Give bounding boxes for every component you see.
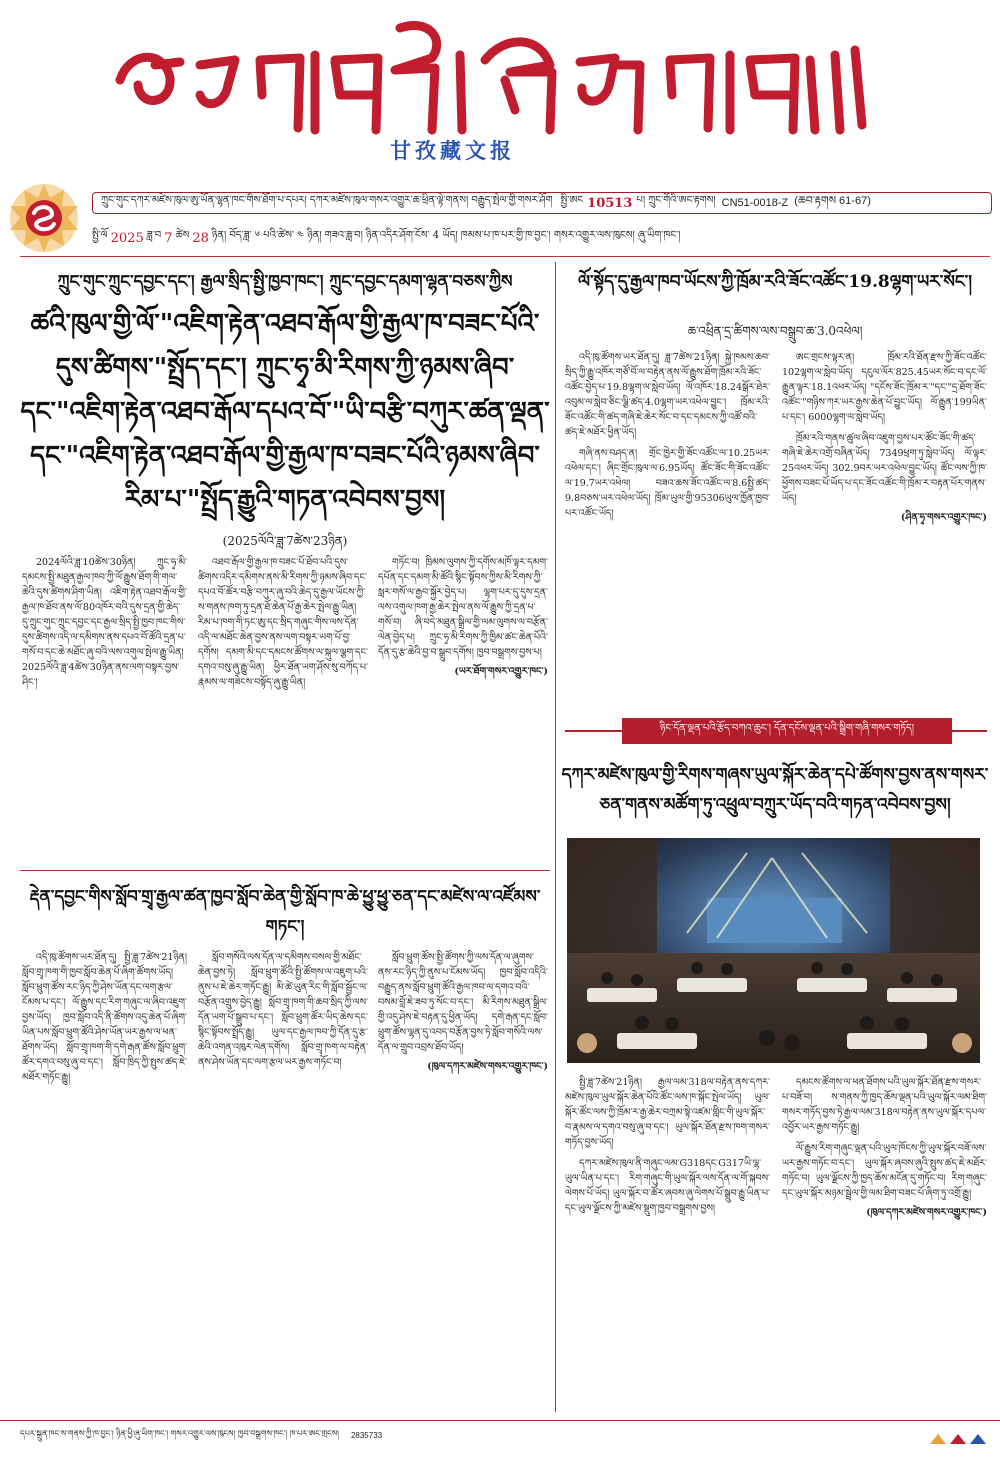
tourism-byline: (ཁུལ་དཀར་མཛེས་གསར་འགྱུར་ཁང་) [866, 1207, 987, 1218]
issue-number: 10513 [587, 195, 633, 211]
tourism-paragraph: དམངས་ཚོགས་ལ་ཕན་ཐོགས་པའི་ཡུལ་སྐོར་ཐོན་རྫས་གསར་པ་བཟོ་བ། ས་གནས་ཀྱི་ཁྱད་ཆོས་ལྡན་པའི་ཡུལ་སྐོར་ལམ་ཐིག་གསར་གཏོད་བྱས་ཏེ་རྒྱལ་ལམ་318ལ་བརྟེན་ནས་ཡུལ་སྐོར་དཔལ་འབྱོར་ཡར་རྒྱས་གཏོང་རྒྱུ། [782, 1077, 987, 1133]
newspaper-logo-icon [6, 180, 82, 256]
day-label: ཚེས [175, 230, 190, 241]
tourism-paragraph: ལོ་རྒྱུས་རིག་གཞུང་ལྡན་པའི་ཡུལ་ཁོངས་ཀྱི་ཡུལ་སྐོར་བཟོ་ལས་ཡར་རྒྱས་གཏོང་བ་དང་། ཡུལ་སྐོར་ཞབས་ཞུའི་སྤུས་ཚད་ཇེ་མཐོར་གཏོང་བ། ཡུལ་ལྗོངས་ཀྱི་ཁྱད་ཆོས་མངོན་དུ་གཏོང་བ། རིག་གཞུང་དང་ཡུལ་སྐོར་མཉམ་སྦྲེལ་གྱི་ལམ་ཐིག་བཟང་པོ་ཞིག་ཏུ་འགྲོ་རྒྱུ། [782, 1143, 987, 1199]
tourism-paragraph: དཀར་མཛེས་ཁུལ་ནི་གཞུང་ལམ་G318དང་G317ཡི་ལྷ་ཡུལ་ཡིན་པ་དང་། རིག་གཞུང་གི་ཡུལ་སྐོར་ལས་དོན་ལ་གོ་སྐབས་ལེགས་པོ་ཡོད། ཡུལ་སྐོར་བ་ཚོར་ཞབས་ཞུ་ལེགས་པོ་སྒྲུབ་རྒྱུ་ཡིན་པ་དང་ཡུལ་ལྗོངས་ཀྱི་མཛེས་སྡུག་ཁྱབ་བསྒྲགས་བྱས། [565, 1158, 770, 1214]
issue-info-bar [92, 192, 992, 214]
lead-column-1 [22, 555, 187, 860]
retail-column-2 [782, 350, 987, 710]
lead-date: (2025ལོའི་ཟླ་7ཚེས་23ཉིན) [222, 534, 348, 548]
publisher-text: ཀྲུང་གུང་དཀར་མཛེས་ཁུལ་ཨུ་ཡོན་ལྷན་ཁང་གིས་ཐོག་པ་དཔར། དཀར་མཛེས་ཁུལ་གསར་འགྱུར་ཆ་ཕྲིན་ལྟེ་གནས། བརྒྱུད་སྤེལ་གྱི་གསར་ཤོག [101, 195, 553, 206]
retail-byline: (ཤིན་ཧྭ་གསར་འགྱུར་ཁང་) [900, 512, 987, 523]
masthead-title-calligraphy [110, 10, 880, 150]
retail-subheadline: ཆ་འཕྲིན་དྲ་ཚིགས་ལས་བསྒྲུབ་ཆ་3.0འཕེལ། [687, 324, 863, 338]
tourism-column-1 [565, 1075, 770, 1410]
school-paragraph: སློབ་གསོའི་ལས་དོན་ལ་དམིགས་བསལ་གྱི་མཐོང་ཆེན་བྱས་ཏེ། སློབ་ཕྲུག་ཚོའི་སྤྱི་ཚོགས་ལ་འཇུག་པའི་ནུས་པ་ཇེ་ཆེར་གཏོང་རྒྱུ། མི་ཚེ་ཡུན་རིང་གི་སློབ་སྦྱོང་ལ་བརྩོན་འགྲུས་བྱེད་རྒྱུ། སློབ་གྲྭ་ཁག་གི་ཆབ་སྲིད་ཀྱི་ལས་དོན་ཡག་པོ་སྒྲུབ་པ་དང་། སློབ་ཕྲུག་ཚོར་ཡིད་ཆེས་དང་སྙིང་སྟོབས་སྤྲོད་རྒྱུ། ཡུལ་དང་རྒྱལ་ཁབ་ཀྱི་དོན་དུ་རྩ་ཆེའི་འགན་འཁུར་ལེན་དགོས། སློབ་གྲྭ་ཁག་ལ་བརྟེན་ནས་ཤེས་ཡོན་དང་ལག་རྩལ་ཡར་རྒྱས་གཏོང་བ། [198, 952, 368, 1068]
school-paragraph: འདི་ཁུ་ཚོགས་ཡར་ཐོན་དུ། སྤྱི་ཟླ་7ཚེས་21ཉིན། སློབ་གྲྭ་ཁག་གི་ཁྱབ་སློབ་ཆེན་པོ་ཞིག་ཚོགས་ཡོད། སློབ་ཕྲུག་ཚོས་རང་ཉིད་ཀྱི་ཤེས་ཡོན་དང་ལག་རྩལ་ངོམས་པ་དང་། ལོ་རྒྱུས་དང་རིག་གཞུང་ལ་ཞིབ་འཇུག་བྱས་ཡོད། ཁྱབ་སློབ་འདི་ནི་ཚོགས་འདུ་ཆེན་པོ་ཞིག་ཡིན་པས་སློབ་ཕྲུག་ཚོའི་ཤེས་ཡོན་ཡར་རྒྱས་ལ་ཕན་ཐོགས་ཡོད། སློབ་གྲྭ་ཁག་གི་དགེ་རྒན་ཚོས་སློབ་ཕྲུག་ཚོར་དགའ་བསུ་ཞུ་བ་དང་། སློབ་ཁྲིད་ཀྱི་སྤུས་ཚད་ཇེ་མཐོར་གཏོང་རྒྱུ། [22, 952, 187, 1083]
retail-column-1 [565, 350, 770, 710]
masthead-subtitle: 甘孜藏文报 [390, 139, 515, 163]
year-value: 2025 [110, 230, 144, 246]
issue-suffix: པ། ཀྲུང་གོའི་ཨང་རྟགས། [636, 195, 716, 206]
year-label: སྤྱི་ལོ [92, 230, 108, 241]
masthead [0, 0, 1000, 185]
school-column-3 [378, 950, 548, 1410]
day-value: 28 [192, 230, 209, 246]
column-divider [555, 262, 556, 1412]
tourism-column-2 [782, 1075, 987, 1410]
tourism-paragraph: སྤྱི་ཟླ་7ཚེས་21ཉིན། རྒྱལ་ལམ་318ལ་བརྟེན་ནས་དཀར་མཛེས་ཁུལ་ཡུལ་སྐོར་ཆེན་པོའི་ཚོང་ལས་ཁ་སྐོང་སྤེལ་ཡོད། ཡུལ་སྐོར་ཚོང་ལས་ཀྱི་ཁྲོམ་ར་རྒྱ་ཆེར་བཀྲམ་སྟེ་འཛམ་གླིང་གི་ཡུལ་སྐོར་བ་རྣམས་ལ་དགའ་བསུ་ཞུ་བ་དང་། ཡུལ་སྐོར་ཐོན་རྫས་ཁག་གསར་གཏོད་བྱས་ཡོད། [565, 1077, 770, 1148]
school-headline: རྡེན་དབྱང་གིས་སློབ་གྲྭ་རྒྱལ་ཚན་ཁྱབ་སློབ་ཆེན་གྱི་སློབ་ཁ་ཆེ་ཕྱུ་ཕྱུ་ཅན་དང་མཛེས་ལ་འཛོམས་གཏང་། [29, 887, 541, 937]
header-divider [20, 256, 990, 257]
postal-code: (ཆབ་རྟགས 61-67) [794, 194, 871, 207]
lead-paragraph: གཏོང་བ། ཁྲིམས་ལུགས་ཀྱི་དགོས་མཁོ་ལྟར་དམག་དཔོན་དང་དམག་མི་ཚོའི་སྙིང་སྟོབས་ཀྱིས་མི་རིགས་ཀྱི་སླར་གསོ་ལ་རྒྱབ་སྐྱོར་བྱེད་པ། ལྷག་པར་དུ་དུས་དྲན་ལས་འགུལ་ཁག་རྒྱ་ཆེར་སྤེལ་ནས་ལོ་རྒྱུས་ཀྱི་དྲན་པ་གསོ་བ། ཞི་བདེ་མཐུན་སྒྲིལ་གྱི་ལམ་ལུགས་ལ་བརྩོན་ལེན་བྱེད་པ། ཀྲུང་ཧྭ་མི་རིགས་ཀྱི་ཁྱིམ་ཚང་ཆེན་པོའི་དོན་དུ་རྩ་ཆེའི་བྱ་བ་སྒྲུབ་དགོས། ཁྱབ་བསྒྲགས་བྱས་པ། [378, 557, 548, 658]
lead-kicker: ཀྲུང་གུང་ཀྲུང་དབྱང་དང་། རྒྱལ་སྲིད་སྤྱི་ཁྱབ་ཁང་། ཀྲུང་དབྱང་དམག་ལྷན་བཅས་ཀྱིས [57, 272, 513, 292]
month-value: 7 [164, 230, 173, 246]
school-byline: (ཁུལ་དཀར་མཛེས་གསར་འགྱུར་ཁང་) [427, 1061, 548, 1072]
footer [0, 1420, 1000, 1450]
school-column-2 [198, 950, 368, 1410]
banner-line-right [952, 730, 987, 732]
lead-paragraph: 2024ལོའི་ཟླ་10ཚེས་30ཉིན། ཀྲུང་ཧྭ་མི་དམངས་སྤྱི་མཐུན་རྒྱལ་ཁབ་ཀྱི་ལོ་རྒྱུས་ཐོག་གི་གལ་ཆེའི་དུས་ཚིགས་ཤིག་ཡིན། འཇིག་རྟེན་འཐབ་རྒོལ་གྱི་རྒྱལ་ཁ་ཐོབ་ནས་ལོ་80འཁོར་བའི་དུས་དྲན་གྱི་ཆེད་དུ་ཀྲུང་གུང་ཀྲུང་དབྱང་དང་རྒྱལ་སྲིད་སྤྱི་ཁྱབ་ཁང་གིས་དུས་ཚིགས་འདི་ལ་དམིགས་ནས་དཔའ་བོ་ཚོའི་དྲན་པ་གསོ་བ་དང་ཆེ་མཐོང་ཞུ་བའི་ལས་འགུལ་སྤེལ་རྒྱུ་ཡིན། 2025ལོའི་ཟླ་4ཚེས་30ཉིན་ནས་ལག་བསྟར་བྱས་ཤིང་། [22, 557, 187, 688]
lead-byline: (ཡར་ཐོག་གསར་འགྱུར་ཁང་) [454, 666, 548, 677]
retail-paragraph: ཨང་གྲངས་ལྟར་ན། ཁྲོམ་རའི་ཐོན་རྫས་ཀྱི་ཟོང་འཚོང་102ལྷག་ལ་སླེབ་ཡོད། དངུལ་ལོར་825.45ཡར་སོང་བ་དང་ལོ་རྒྱུན་ལྟར་18.1འཕར་ཡོད། "དངོས་ཟོང་ཁྲོམ་ར་"དང་"དྲ་ཐོག་ཟོང་འཚོང་"གཉིས་ཀར་ཡར་རྒྱས་ཆེན་པོ་བྱུང་ཡོད། ལོ་རྒྱུན་199ཡིན་པ་དང་། 6000ལྷག་ལ་སླེབ་ཡོད། [782, 352, 987, 423]
lead-headline: ཚའི་ཁུལ་གྱི་ལོ་"འཇིག་རྟེན་འཐབ་རྒོལ་གྱི་རྒྱལ་ཁ་བཟང་པོའི་དུས་ཚིགས་"སྤྲོད་དང་། ཀྲུང་ཧྭ་མི་རིགས་ཀྱི་ཉམས་ཞིབ་དང་"འཇིག་རྟེན་འཐབ་རྒོལ་དཔའ་བོ་"ཡི་བརྩི་བཀུར་ཚན་ལྡན་དང་"འཇིག་རྟེན་འཐབ་རྒོལ་གྱི་རྒྱལ་ཁ་བཟང་པོའི་ཉམས་ཞིབ་རིམ་པ་"སྤྲོད་རྒྱུའི་གཏན་འབེབས་བྱས། [20, 309, 550, 515]
issue-label: སྤྱི་ཨང [560, 195, 584, 206]
tourism-headline: དཀར་མཛེས་ཁུལ་གྱི་རིགས་གཞས་ཡུལ་སྐོར་ཆེན་དཔེ་ཚོགས་བྱས་ནས་གསར་ཅན་གནས་མཚོག་ཏུ་འཕྲུལ་བཀྲུར་ཡོད་བའི་གཏན་འབེབས་བྱས། [561, 765, 989, 815]
conference-photo [567, 838, 980, 1063]
school-column-1 [22, 950, 187, 1410]
date-rest: ཉིན། བོད་ཟླ་ ༦ པའི་ཚེས་ ༤ ཉིན། གཟའ་ཟླ་བ། ཉིན་འདིར་ཤོག་ངོས་ 4 ཡོད། ཁམས་པ་ཁ་པར་གྱི་ཁ་བྱང་། གསར་འགྱུར་ལས་ཁུངས། ཞུ་ཡིག་ཁང་། [211, 230, 681, 241]
cn-code: CN51-0018-Z [721, 197, 789, 209]
retail-paragraph: གཞི་ནས་བཤད་ན། གྲོང་ཁྱེར་གྱི་ཟོང་འཚོང་ལ་10.25ཡར་འཕེལ་དང་། ཞིང་གྲོང་ཁུལ་ལ་6.95ཡོད། ཚོང་ཟོང་གི་ཟོང་འཚོང་ལ་19.7ཡར་འཕེལ། བཟའ་ཆས་ཟོང་འཚོང་ལ་8.6སྤྱི་ཚད་9.8བཅས་ཡར་འཕེལ་ཡོད། ཁྲོམ་ཡུལ་གྱི་95306ཡུལ་ཁྱོན་ཁྱབ་པར་འཚོང་ཡོད། [565, 448, 770, 519]
retail-headline: ལོ་སྟོད་དུ་རྒྱལ་ཁབ་ཡོངས་ཀྱི་ཁྲོམ་རའི་ཟོང་འཚོང་19.8ལྷག་ཡར་སོང་། [577, 272, 973, 292]
month-label: ཟླ་བ [146, 230, 162, 241]
section-banner: ཉིང་དོན་ལྡན་པའི་རྩོད་བཀའ་ཆུང་། དོན་དངོས་ལྡན་པའི་སྒྲིག་གཞི་གསར་གཏོད། [622, 718, 952, 744]
lead-column-3 [378, 555, 548, 860]
banner-line-left [565, 730, 622, 732]
lead-column-2 [198, 555, 368, 860]
footer-phone: 2835733 [350, 1431, 383, 1440]
date-info-bar [92, 226, 992, 250]
footer-text: དཔར་སྐྲུན་ཁང་ས་གནས་ཀྱི་ཁ་བྱང་། ཉིན་ཕྱི་ཞུ་ཡིག་ཁང་། གསར་འགྱུར་ལས་ཁུངས། ཁྱབ་བསྒྲགས་ཁང་། ཁ་པར་ཨང་གྲངས། [20, 1429, 339, 1438]
school-paragraph: སློབ་ཕྲུག་ཚོས་སྤྱི་ཚོགས་ཀྱི་ལས་དོན་ལ་ཞུགས་ནས་རང་ཉིད་ཀྱི་ནུས་པ་ངོམས་ཡོད། ཁྱབ་སློབ་འདིའི་བརྒྱུད་ནས་སློབ་ཕྲུག་ཚོའི་རྒྱལ་ཁབ་ལ་དགའ་བའི་བསམ་བློ་ཇེ་ཟབ་ཏུ་སོང་བ་དང་། མི་རིགས་མཐུན་སྒྲིལ་གྱི་འདུ་ཤེས་ཇེ་བརྟན་དུ་ཕྱིན་ཡོད། དགེ་རྒན་དང་སློབ་ཕྲུག་ཚོས་ལྷན་དུ་འབད་བརྩོན་བྱས་ཏེ་སློབ་གསོའི་ལས་དོན་ལ་གྲུབ་འབྲས་ཐོབ་ཡོད། [378, 952, 548, 1053]
retail-paragraph: ཁྲོམ་རའི་གནས་ཚུལ་ཞིབ་འཇུག་བྱས་པར་ཚོང་ཟོང་གི་ཚད་གཞི་ཇེ་ཆེར་འགྲོ་བཞིན་ཡོད། 7349ཕྲག་ཏུ་སླེབ་ཡོད། ལོ་ལྟར་25འཕར་ཡོད། 302.9བར་ཡར་འཕེལ་བྱུང་ཡོད། ཚོང་ལས་ཀྱི་ཁ་ཕྱོགས་བཟང་པོ་ཡོད་པ་དང་ཟོང་འཚོང་གི་ཁྲོམ་ར་བརྟན་པོར་གནས་ཡོད། [782, 433, 987, 504]
lead-paragraph: འཐབ་རྒོལ་གྱི་རྒྱལ་ཁ་བཟང་པོ་ཐོབ་པའི་དུས་ཚིགས་འདིར་དམིགས་ནས་མི་རིགས་ཀྱི་ཉམས་ཞིབ་དང་དཔའ་བོ་ཚོར་བརྩི་བཀུར་ཞུ་བའི་ཆེད་དུ་རྒྱལ་ཡོངས་ཀྱི་ས་གནས་ཁག་ཏུ་དྲན་ཐོ་ཆེན་པོ་རྒྱ་ཆེར་སྤེལ་རྒྱུ་ཡིན། རིམ་པ་ཁག་གི་ཏང་ཨུ་དང་སྲིད་གཞུང་གིས་ལས་དོན་འདི་ལ་མཐོང་ཆེན་བྱས་ནས་ལག་བསྟར་ཡག་པོ་བྱ་དགོས། དམག་མི་དང་དམངས་ཚོགས་ལ་སྐུལ་ལྕག་དང་དགའ་བསུ་ཞུ་རྒྱུ་ཡིན། ཕྱིར་ཐོན་ཡག་ཤོས་སུ་བཀོད་པ་རྣམས་ལ་གཟེངས་བསྟོད་ཞུ་རྒྱུ་ཡིན། [198, 557, 368, 688]
section-divider [20, 870, 550, 871]
footer-ornament-icon [928, 1432, 990, 1446]
retail-paragraph: འདི་ཁུ་ཚོགས་ཡར་ཐོན་དུ། ཟླ་7ཚེས་21ཉིན། སྐྱེ་ཁམས་ཆབ་སྲིད་ཀྱི་རྒྱུ་འཁོར་གཙོ་བོ་ལ་བརྟེན་ནས་ལོ་རྒྱུས་ཐོག་ཁྲོམ་རའི་ཟོང་འཚོང་བྱེད་པ་19.8ལྷག་ལ་སླེབ་ཡོད། ལོ་འཁོར་18.24སྒོར་ཐེར་འབུམ་ལ་སླེབ་ཅིང་ལྕི་ཚད་4.0ལྷག་ཡར་འཕེལ་བྱུང་། ཁྲོམ་རའི་ཟོང་འཚོང་གི་ཚད་གཞི་ཇེ་ཆེར་སོང་བ་དང་དམངས་ཀྱི་འཚོ་བའི་ཚད་ཇེ་མཐོར་ཕྱིན་ཡོད། [565, 352, 770, 438]
